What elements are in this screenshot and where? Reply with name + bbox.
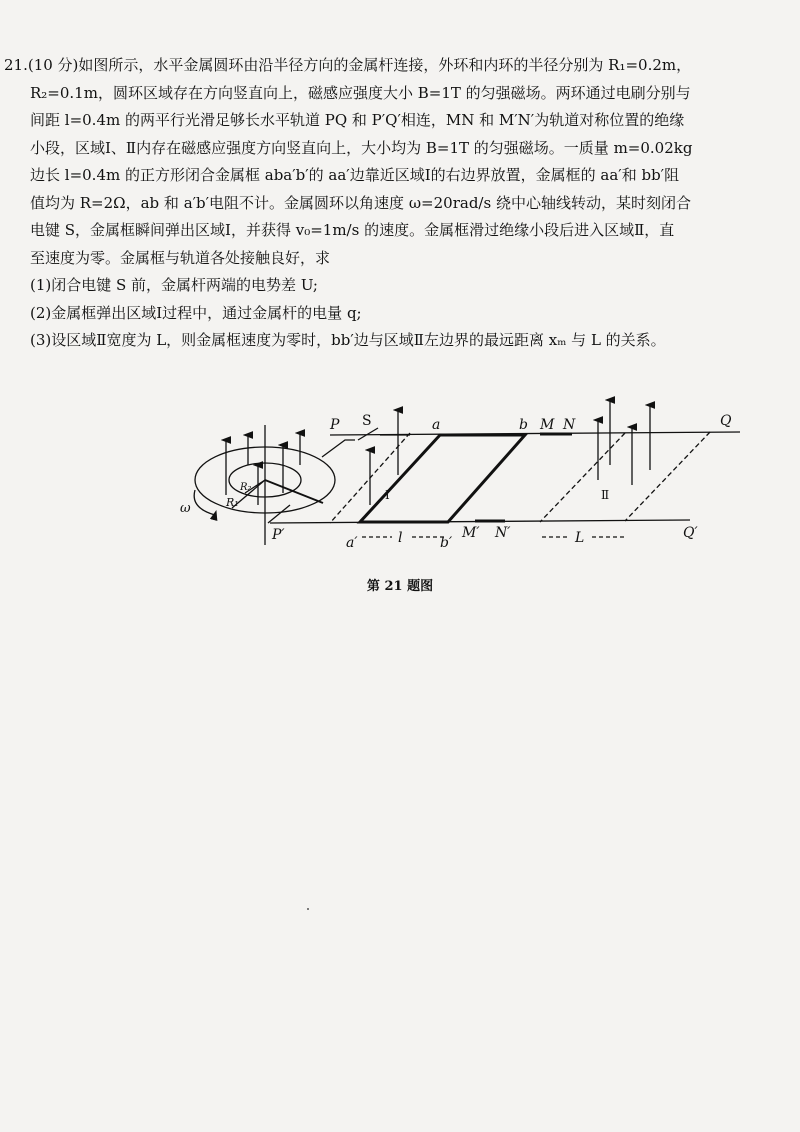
problem-line-4: 小段，区域Ⅰ、Ⅱ内存在磁感应强度方向竖直向上，大小均为 B=1T 的匀强磁场。一质量 m=0.02kg	[30, 138, 693, 157]
metal-frame	[360, 435, 525, 522]
question-2: (2)金属框弹出区域Ⅰ过程中，通过金属杆的电量 q;	[30, 303, 362, 322]
label-M-prime: M′	[462, 525, 480, 541]
brush-wire	[322, 440, 355, 457]
region2-left-boundary	[540, 433, 625, 522]
figure	[0, 395, 800, 600]
label-region1: Ⅰ	[385, 488, 390, 502]
problem-text	[4, 52, 790, 355]
switch-S	[358, 428, 378, 440]
label-P-prime: P′	[272, 527, 285, 543]
radial-rod	[265, 480, 323, 503]
label-R1: R₁	[226, 496, 239, 509]
label-a-prime: a′	[346, 535, 358, 551]
problem-line-2: R₂=0.1m，圆环区域存在方向竖直向上，磁感应强度大小 B=1T 的匀强磁场。两环通过电刷分别与	[30, 83, 691, 102]
problem-line-3: 间距 l=0.4m 的两平行光滑足够长水平轨道 PQ 和 P′Q′相连，MN 和 M′N′为轨道对称位置的绝缘	[30, 111, 685, 129]
problem-line-8: 至速度为零。金属框与轨道各处接触良好，求	[30, 248, 331, 267]
label-R2: R₂	[240, 482, 252, 493]
label-Q: Q	[720, 413, 732, 429]
label-omega: ω	[180, 501, 191, 516]
label-l: l	[398, 530, 403, 546]
label-b-prime: b′	[440, 535, 453, 551]
question-3: (3)设区域Ⅱ宽度为 L，则金属框速度为零时，bb′边与区域Ⅱ左边界的最远距离 xₘ 与 L 的关系。	[30, 331, 666, 349]
label-N: N	[563, 417, 576, 433]
figure-caption: 第 21 题图	[366, 579, 434, 594]
label-M: M	[540, 417, 555, 433]
label-b: b	[519, 417, 528, 433]
problem-line-7: 电键 S，金属框瞬间弹出区域Ⅰ，并获得 v₀=1m/s 的速度。金属框滑过绝缘小段后进入区域Ⅱ，直	[30, 221, 675, 239]
label-N-prime: N′	[495, 525, 511, 541]
brush-wire-lower	[268, 505, 290, 523]
problem-line-1: 21.(10 分)如图所示，水平金属圆环由沿半径方向的金属杆连接，外环和内环的半径分别为 R₁=0.2m，	[4, 56, 692, 74]
label-S: S	[362, 413, 372, 429]
problem-line-6: 值均为 R=2Ω，ab 和 a′b′电阻不计。金属圆环以角速度 ω=20rad/s 绕中心轴线转动，某时刻闭合	[30, 193, 691, 212]
speck	[307, 908, 309, 910]
rotation-arrow	[194, 490, 215, 515]
label-L: L	[575, 530, 585, 546]
label-P: P	[330, 417, 340, 433]
label-Q-prime: Q′	[683, 525, 698, 541]
question-1: (1)闭合电键 S 前，金属杆两端的电势差 U;	[30, 276, 318, 294]
problem-line-5: 边长 l=0.4m 的正方形闭合金属框 aba′b′的 aa′边靠近区域Ⅰ的右边界放置，金属框的 aa′和 bb′阻	[30, 166, 680, 184]
label-a: a	[432, 417, 441, 433]
label-region2: Ⅱ	[601, 488, 610, 502]
figure-diagram	[0, 395, 800, 600]
region2-right-boundary	[625, 432, 710, 521]
